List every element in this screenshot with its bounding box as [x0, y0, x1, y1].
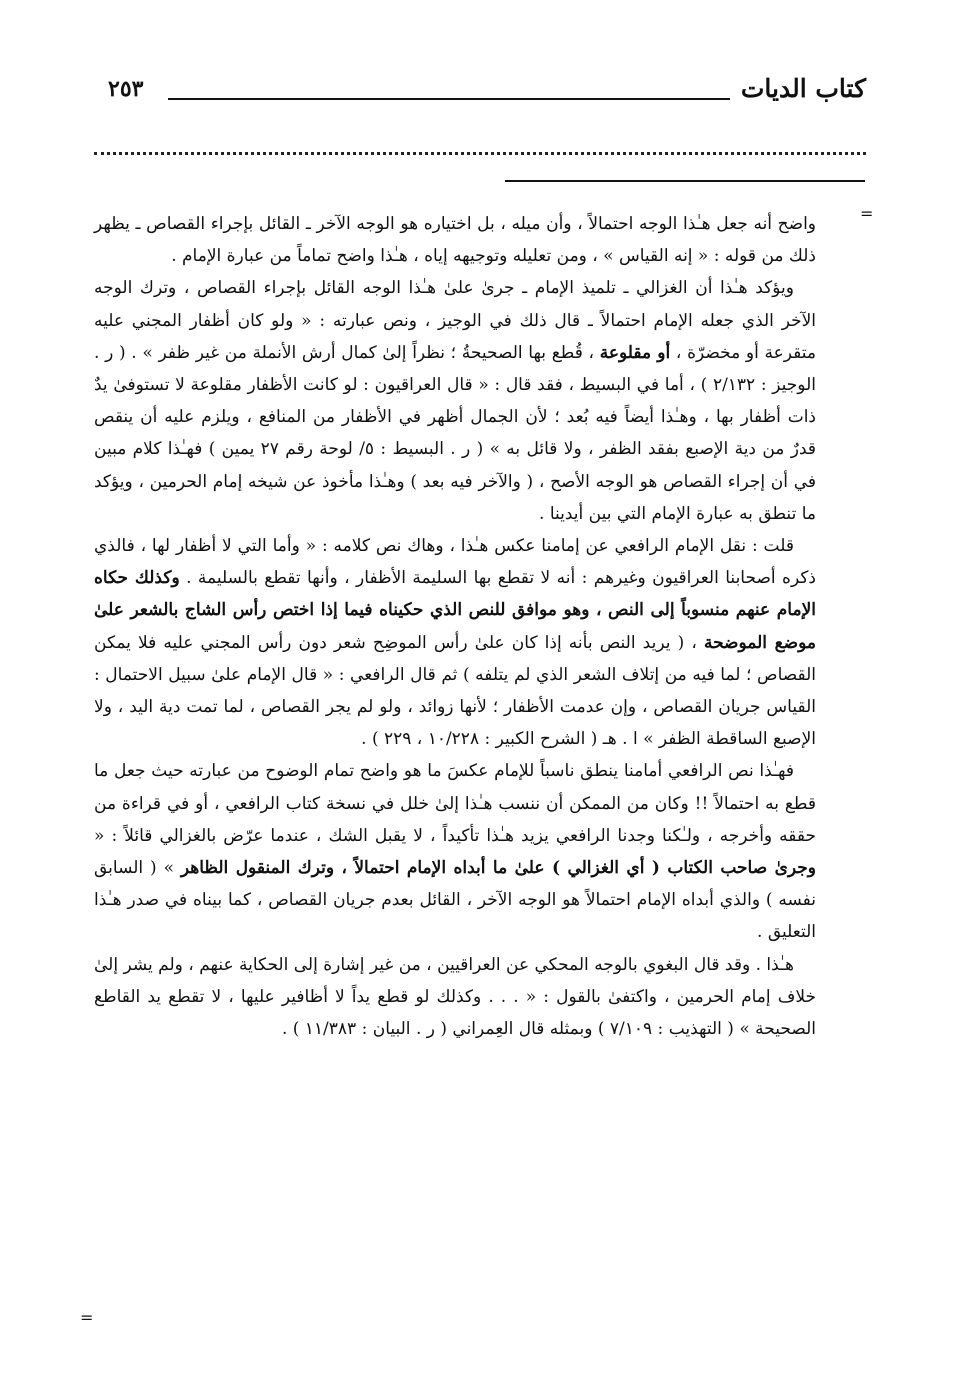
text-segment: واضح أنه جعل هـٰذا الوجه احتمالاً ، وأن ميله ، بل اختياره هو الوجه الآخر ـ القائل بإجراء القصاص ـ يظهر ذلك من قوله : « إنه القياس » ، ومن تعليله وتوجيهه إياه ، هـٰذا واضح تماماً من عبارة الإمام .	[94, 214, 816, 267]
bold-segment: وجرىٰ صاحب الكتاب ( أي الغزالي ) علىٰ ما أبداه الإمام احتمالاً ، وترك المنقول الظاهر	[180, 858, 816, 879]
text-segment: ويؤكد هـٰذا أن الغزالي ـ تلميذ الإمام ـ جرىٰ علىٰ هـٰذا الوجه القائل بإجراء القصاص ، وترك الوجه الآخر الذي جعله الإمام احتمالاً ـ قال ذلك في الوجيز ، ونص عبارته : « ولو كان أظفار المجني عليه متقرعة أو مخضرّة ،	[94, 278, 816, 363]
paragraph-5	[94, 949, 816, 1046]
text-segment: ، قُطع بها الصحيحةُ ؛ نظراً إلىٰ كمال أرش الأنملة من غير ظفر » . ( ر . الوجيز : ٢/١٣٢ ) ، أما في البسيط ، فقد قال : « قال العراقيون : لو كانت الأظفار مقلوعة لا تستوفىٰ يدٌ ذات أظفار بها ، وهـٰذا أيضاً فيه بُعد ؛ لأن الجمال أظهر في الأظفار من المنافع ، ويلزم عليه أن ينقص قدرٌ من دية الإصبع بفقد الظفر ، ولا قائل به » ( ر . البسيط : ٥/ لوحة رقم ٢٧ يمين ) فهـٰذا كلام مبين في أن إجراء القصاص هو الوجه الأصح ، ( والآخر فيه بعد ) وهـٰذا مأخوذ عن شيخه إمام الحرمين ، ويؤكد ما تنطق به عبارة الإمام التي بين أيدينا .	[94, 342, 816, 524]
text-segment: فهـٰذا نص الرافعي أمامنا ينطق ناسباً للإمام عكسَ ما هو واضح تمام الوضوح من عبارته حيث جعل ما قطع به احتمالاً !! وكان من الممكن أن ننسب هـٰذا إلىٰ خلل في نسخة كتاب الرافعي ، أو في قراءة من حققه وأخرجه ، ولـٰكنا وجدنا الرافعي يزيد هـٰذا تأكيداً ، لا يقبل الشك ، عندما عرّض بالغزالي قائلاً : «	[94, 761, 816, 846]
bold-segment: أو مقلوعة	[599, 342, 671, 363]
continuation-mark-bottom: =	[80, 1308, 94, 1327]
paragraph-3	[94, 530, 816, 755]
page-number: ٢٥٣	[108, 76, 144, 102]
paragraph-2	[94, 272, 816, 530]
continuation-mark-top: =	[860, 204, 874, 223]
text-segment: ، ( يريد النص بأنه إذا كان علىٰ رأس الموضِح شعر دون رأس المجني عليه فلا يمكن القصاص ؛ لما فيه من إتلاف الشعر الذي لم يتلفه ) ثم قال الرافعي : « قال الإمام علىٰ سبيل الاحتمال : القياس جريان القصاص ، وإن عدمت الأظفار ؛ لأنها زوائد ، ولو لم يجر القصاص ، لما تمت دية اليد ، ولا الإصبع الساقطة الظفر » ا . هـ ( الشرح الكبير : ١٠/٢٢٨ ، ٢٢٩ ) .	[94, 632, 816, 750]
header-rule	[168, 98, 730, 100]
book-title: كتاب الديات	[740, 74, 866, 103]
text-segment: » ( السابق نفسه ) والذي أبداه الإمام احتمالاً هو الوجه الآخر ، القائل بعدم جريان القصاص ، كما بيناه في صدر هـٰذا التعليق .	[94, 858, 816, 943]
page-header	[90, 74, 866, 114]
paragraph-1	[94, 208, 816, 272]
dotted-separator	[94, 152, 866, 155]
footnote-rule	[505, 180, 865, 182]
paragraph-4	[94, 755, 816, 948]
text-segment: قلت : نقل الإمام الرافعي عن إمامنا عكس هـٰذا ، وهاك نص كلامه : « وأما التي لا أظفار لها ، فالذي ذكره أصحابنا العراقيون وغيرهم : أنه لا تقطع بها السليمة الأظفار ، وأنها تقطع بالسليمة .	[94, 536, 816, 589]
footnote-text	[94, 208, 816, 1045]
bold-segment: وكذلك حكاه الإمام عنهم منسوباً إلى النص ، وهو موافق للنص الذي حكيناه فيما إذا اختص رأس الشاج بالشعر علىٰ موضع الموضحة	[94, 568, 817, 653]
text-segment: هـٰذا . وقد قال البغوي بالوجه المحكي عن العراقيين ، من غير إشارة إلى الحكاية عنهم ، ولم يشر إلىٰ خلاف إمام الحرمين ، واكتفىٰ بالقول : « . . . وكذلك لو قطع يداً لا أظافير عليها ، لا تقطع يد القاطع الصحيحة » ( التهذيب : ٧/١٠٩ ) وبمثله قال العِمراني ( ر . البيان : ١١/٣٨٣ ) .	[94, 954, 816, 1040]
